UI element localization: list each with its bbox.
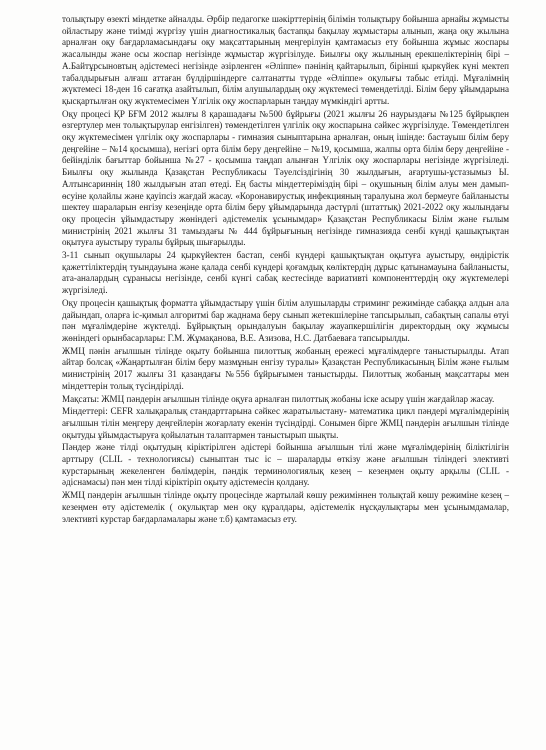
- paragraph-transition-mode: ЖМЦ пәндерін ағылшын тілінде оқыту процесінде жартылай көшу режиміннен толықтай көшу режиміне кезең – кезеңмен өту әдістемелік ( оқулықтар мен оқу құралдары, әдістемелік нұсқаулықтары мен ұсынымдамалар, элективті курстар бағдарламалары және т.б) қамтамасыз ету.: [62, 490, 509, 524]
- paragraph-education-process: Оқу процесі ҚР БҒМ 2012 жылғы 8 қарашадағы №500 бұйрығы (2021 жылғы 26 наурыздағы №125 бұйрықпен өзгертулер мен толықтырулар енгізілген) төмендетілген үлгілік оқу жоспарына сәйкес жүргізілуде. Төмендетілген оқу жүктемесімен үлгілік оқу жоспарлары - гимназия сыныптарына арналған, оның ішінде: бастауыш білім беру деңгейіне – №14 қосымша), негізгі орта білім беру деңгейіне – №19, қосымша, жалпы орта білім беру деңгейіне - бейінділік бағыттар бойынша №27 - қосымша таңдап алынған Үлгілік оқу жоспарлары негізінде жүргізіледі. Биылғы оқу жылында Қазақстан Республикасы Тәуелсіздігінің 30 жылдығын, ағартушы-ұстазымыз Ы. Алтынсариннің 180 жылдығын атап өтеді. Ең басты міндеттеріміздің бірі – оқушының білім алуы мен дамып- өсуіне қолайлы және қауіпсіз жағдай жасау. «Коронавирустық инфекцияның таралуына жол бермеуге байланысты шектеу шараларын енгізу кезеңінде орта білім беру ұйымдарында дәстүрлі (штаттық) 2021-2022 оқу жылындағы оқу процесін ұйымдастыру жөніндегі әдістемелік ұсынымдар» Қазақстан Республикасы Білім және ғылым министрінің 2021 жылғы 31 тамыздағы № 444 бұйрығының негізінде гимназияда сенбі күнді қашықтықтан оқытуға ауыстыру туралы бұйрық шығарылды.: [62, 108, 509, 248]
- paragraph-pilot-project: ЖМЦ пәнін ағылшын тілінде оқыту бойынша пилоттық жобаның ережесі мұғалімдерге таныстырылды. Атап айтар болсақ «Жаңартылған білім беру мазмұнын енгізу туралы» Қазақстан Республикасының Білім және ғылым министрінің 2017 жылғы 31 қазандағы №556 бұйрығымен таныстырды. Пилоттық жобаның мақсаттары мен міндеттерін толық түсіндірілді.: [62, 345, 509, 391]
- paragraph-remote-format: Оқу процесін қашықтық форматта ұйымдастыру үшін білім алушыларды стриминг режимінде сабаққа алдын ала дайындап, оларға іс-қимыл алгоритмі бар жаднама беру сынып жетекшілеріне тапсырылып, сабақтың сапалы өтуі пән мұғалімдеріне жүктелді. Бұйрықтың орындалуын бақылау жауапкершілігін директордың оқу жұмысы жөніндегі орынбасарлары: Г.М. Жұмақанова, В.Е. Азизова, Н.С. Датбаеваға тапсырылды.: [62, 297, 509, 343]
- paragraph-clil-methods: Пәндер және тілді оқытудың кіріктірілген әдістері бойынша ағылшын тілі және мұғалімдерінің біліктілігін арттыру (CLIL - технологиясы) сыныптан тыс іс – шараларды өткізу және ағылшын тіліндегі элективті курстарының жекеленген бөлімдерін, пәндік терминологиялық кезең – кезеңмен оқыту арқылы (CLIL - әдіснамасы) пән мен тілді кіріктіріп оқыту әдістемесін қолдану.: [62, 442, 509, 488]
- paragraph-distance-saturday: 3-11 сынып оқушылары 24 қыркүйектен бастап, сенбі күндері қашықтықтан оқытуға ауыстыру, өндірістік қажеттіліктердің туындауына және қалада сенбі күндері қоғамдық көліктердің дұрыс қатынамауына байланысты, ата-аналардың сұранысы негізінде, сенбі күнгі сабақ кестесінде вариативті компоненттердің оқу жүктемелері жүргізіледі.: [62, 250, 509, 296]
- paragraph-goal: Мақсаты: ЖМЦ пәндерін ағылшын тілінде оқуға арналған пилоттық жобаны іске асыру үшін жағдайлар жасау.: [62, 393, 495, 404]
- document-body: [62, 14, 509, 525]
- paragraph-intro-continuation: толықтыру өзекті міндетке айналды. Әрбір педагогке шәкірттерінің білімін толықтыру бойынша арнайы жұмысты ойластыру және тиімді жүргізу үшін диагностикалық бастапқы бақылау жұмыстары алынып, жаңа оқу жылына арналған оқу бағдарламасындағы оқу мақсаттарының меңгерілуін қамтамасыз ету бойынша жұмыс жоспары жасалынды және осы жоспар негізінде жұмыстар жүргізілуде. Биылғы оқу жылының ерекшеліктерінің бірі – А.Байтұрсыновтың әдістемесі негізінде әзірленген «Әліппе» пәнінің қайтарылып, бірінші қыркүйек күні мектеп табалдырығын алғаш аттаған бүлдіршіндерге салтанатты түрде «Әліппе» оқулығы табыс етілді. Мұғалімнің жүктемесі 18-ден 16 сағатқа азайтылып, білім алушылардың оқу жүктемесі төмендетілді. Білім беру ұйымдарына қысқартылған оқу жүктемесімен Үлгілік оқу жоспарларын таңдау мүмкіндігі артты.: [62, 14, 509, 106]
- paragraph-tasks: Міндеттері: CEFR халықаралық стандарттарына сәйкес жаратылыстану- математика цикл пәндері мұғалімдерінің ағылшын тілін меңгеру деңгейлерін жоғарлату екенін түсіндірді. Сонымен бірге ЖМЦ пәндерін ағылшын тілінде оқытуды ұйымдастыруға қойылатын талаптармен таныстырып шықты.: [62, 406, 509, 440]
